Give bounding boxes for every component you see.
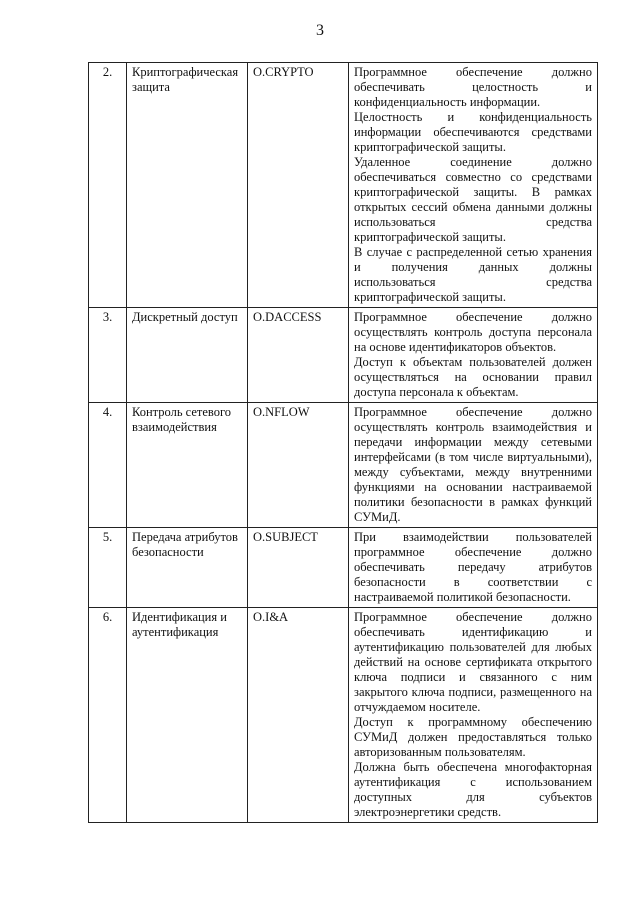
table-row	[89, 63, 598, 308]
description-paragraph: Программное обеспечение должно осуществлять контроль взаимодействия и передачи информации между сетевыми интерфейсами (в том числе виртуальными), между субъектами, между внутренними функциями на основании настраиваемой политики безопасности в рамках функций СУМиД.	[354, 405, 592, 524]
description-paragraph: Удаленное соединение должно обеспечиваться совместно со средствами криптографической защиты. В рамках открытых сессий обмена данными должны использоваться средства криптографической защиты.	[354, 155, 592, 244]
table-row	[89, 403, 598, 528]
objective-name: Идентификация и аутентификация	[127, 608, 248, 823]
description-paragraph: В случае с распределенной сетью хранения и получения данных должны использоваться средства криптографической защиты.	[354, 245, 592, 304]
objective-description	[349, 528, 598, 608]
row-number: 6.	[89, 608, 127, 823]
row-number: 3.	[89, 308, 127, 403]
objective-name: Контроль сетевого взаимодействия	[127, 403, 248, 528]
description-paragraph: Программное обеспечение должно обеспечивать идентификацию и аутентификацию пользователей для любых действий на основе сертификата открытого ключа подписи и связанного с ним закрытого ключа подписи, размещенного на отчуждаемом носителе.	[354, 610, 592, 714]
description-paragraph: Доступ к программному обеспечению СУМиД должен предоставляться только авторизованным пользователям.	[354, 715, 592, 759]
requirements-table	[88, 62, 598, 823]
objective-name: Передача атрибутов безопасности	[127, 528, 248, 608]
table-row	[89, 608, 598, 823]
page-number: 3	[316, 22, 324, 39]
objective-description	[349, 403, 598, 528]
objective-description	[349, 608, 598, 823]
row-number: 4.	[89, 403, 127, 528]
row-number: 5.	[89, 528, 127, 608]
description-paragraph: Целостность и конфиденциальность информации обеспечиваются средствами криптографической защиты.	[354, 110, 592, 154]
objective-code: O.NFLOW	[248, 403, 349, 528]
objective-name: Криптографическая защита	[127, 63, 248, 308]
description-paragraph: Программное обеспечение должно осуществлять контроль доступа персонала на основе идентификаторов объектов.	[354, 310, 592, 354]
row-number: 2.	[89, 63, 127, 308]
table-row	[89, 528, 598, 608]
objective-code: O.SUBJECT	[248, 528, 349, 608]
description-paragraph: Программное обеспечение должно обеспечивать целостность и конфиденциальность информации.	[354, 65, 592, 109]
objective-description	[349, 308, 598, 403]
objective-description	[349, 63, 598, 308]
objective-code: O.DACCESS	[248, 308, 349, 403]
objective-code: O.CRYPTO	[248, 63, 349, 308]
description-paragraph: Доступ к объектам пользователей должен осуществляться на основании правил доступа персонала к объектам.	[354, 355, 592, 399]
description-paragraph: Должна быть обеспечена многофакторная аутентификация с использованием доступных для субъектов электроэнергетики средств.	[354, 760, 592, 819]
table-row	[89, 308, 598, 403]
objective-name: Дискретный доступ	[127, 308, 248, 403]
objective-code: O.I&A	[248, 608, 349, 823]
description-paragraph: При взаимодействии пользователей программное обеспечение должно обеспечивать передачу атрибутов безопасности в соответствии с настраиваемой политикой безопасности.	[354, 530, 592, 604]
